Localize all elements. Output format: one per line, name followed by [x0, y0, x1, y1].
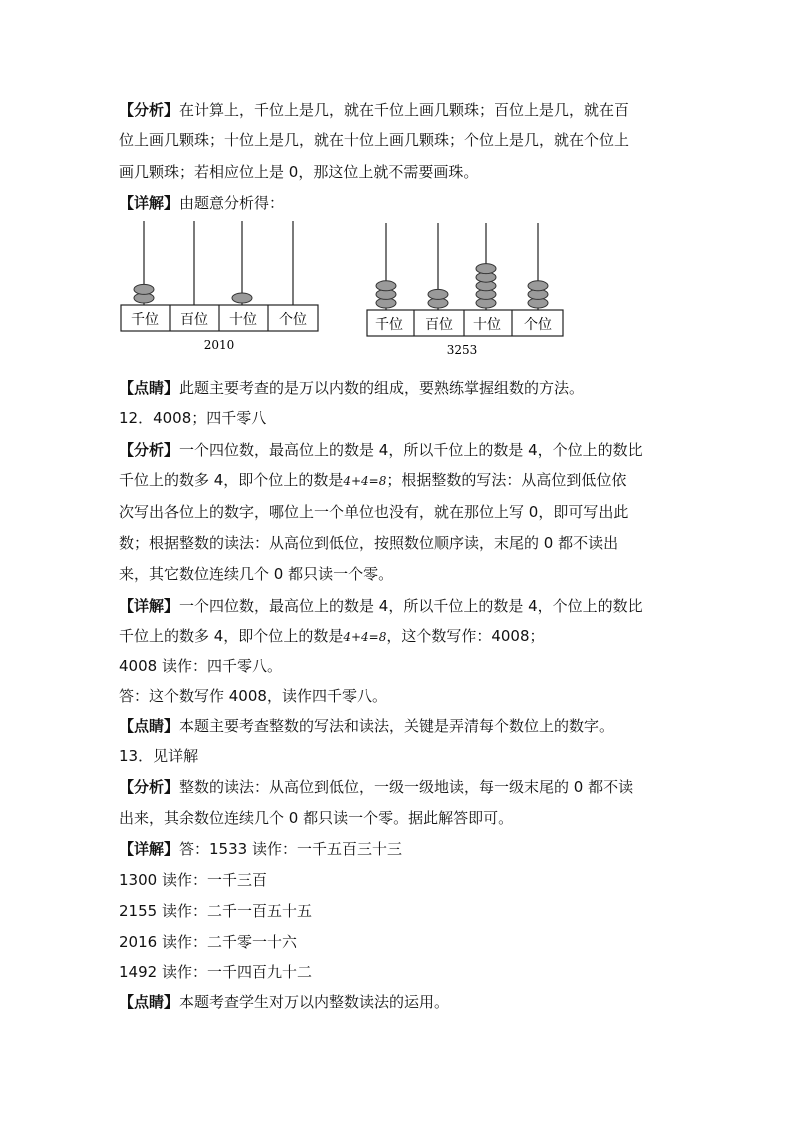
analysis-line-1: 【分析】在计算上，千位上是几，就在千位上画几颗珠；百位上是几，就在百 [119, 101, 630, 119]
abacus-2010 [118, 218, 328, 356]
point-tag: 【点睛】 [119, 993, 180, 1011]
q13-analysis-line-2: 出来，其余数位连续几个 0 都只读一个零。据此解答即可。 [119, 809, 514, 827]
rod-label-hundreds: 百位 [180, 312, 208, 328]
q12-analysis-line-1: 【分析】一个四位数，最高位上的数是 4，所以千位上的数是 4，个位上的数比 [119, 441, 643, 459]
abacus-bead [232, 293, 252, 303]
rod-label-tens: 十位 [229, 312, 257, 328]
detail-tag: 【详解】 [119, 194, 180, 212]
q12-read-line: 4008 读作：四千零八。 [119, 657, 282, 675]
analysis-tag: 【分析】 [119, 441, 180, 459]
rod-label-ones: 个位 [279, 312, 307, 328]
rod-label-ones: 个位 [524, 317, 552, 333]
q13-point-line: 【点睛】本题考查学生对万以内整数读法的运用。 [119, 993, 450, 1011]
q12-detail-line-1: 【详解】一个四位数，最高位上的数是 4，所以千位上的数是 4，个位上的数比 [119, 597, 643, 615]
q12-point-line: 【点睛】本题主要考查整数的写法和读法，关键是弄清每个数位上的数字。 [119, 717, 615, 735]
analysis-tag: 【分析】 [119, 778, 180, 796]
analysis-line-3: 画几颗珠；若相应位上是 0，那这位上就不需要画珠。 [119, 163, 479, 181]
rod-label-hundreds: 百位 [425, 317, 453, 333]
abacus-caption: 3253 [446, 343, 478, 357]
abacus-bead [134, 284, 154, 294]
abacus-3253 [364, 218, 569, 358]
equation: 4+4=8 [343, 630, 387, 644]
equation: 4+4=8 [343, 474, 387, 488]
q13-reading-3: 2016 读作：二千零一十六 [119, 933, 297, 951]
detail-line: 【详解】由题意分析得： [119, 194, 285, 212]
q12-detail-line-2: 千位上的数多 4，即个位上的数是4+4=8，这个数写作：4008； [119, 627, 545, 645]
rod-label-thousands: 千位 [375, 317, 403, 333]
q13-analysis-line-1: 【分析】整数的读法：从高位到低位，一级一级地读，每一级末尾的 0 都不读 [119, 778, 634, 796]
q13-reading-2: 2155 读作：二千一百五十五 [119, 902, 312, 920]
q12-analysis-line-2: 千位上的数多 4，即个位上的数是4+4=8；根据整数的写法：从高位到低位依 [119, 471, 627, 489]
rod-label-tens: 十位 [473, 317, 501, 333]
point-tag: 【点睛】 [119, 717, 180, 735]
q12-analysis-line-4: 数；根据整数的读法：从高位到低位，按照数位顺序读，末尾的 0 都不读出 [119, 534, 619, 552]
abacus-bead [528, 281, 548, 291]
q12-analysis-line-3: 次写出各位上的数字，哪位上一个单位也没有，就在那位上写 0，即可写出此 [119, 503, 629, 521]
abacus-caption: 2010 [203, 338, 235, 352]
abacus-bead [376, 281, 396, 291]
abacus-bead [428, 289, 448, 299]
detail-tag: 【详解】 [119, 840, 180, 858]
rod-label-thousands: 千位 [131, 312, 159, 328]
point-line: 【点睛】此题主要考查的是万以内数的组成，要熟练掌握组数的方法。 [119, 379, 585, 397]
detail-tag: 【详解】 [119, 597, 180, 615]
analysis-line-2: 位上画几颗珠；十位上是几，就在十位上画几颗珠；个位上是几，就在个位上 [119, 131, 630, 149]
abacus-bead [476, 264, 496, 274]
q12-analysis-line-5: 来，其它数位连续几个 0 都只读一个零。 [119, 565, 394, 583]
q13-detail-line: 【详解】答：1533 读作：一千五百三十三 [119, 840, 402, 858]
q13-reading-4: 1492 读作：一千四百九十二 [119, 963, 312, 981]
question-13-heading: 13．见详解 [119, 747, 199, 765]
analysis-tag: 【分析】 [119, 101, 180, 119]
question-12-heading: 12．4008；四千零八 [119, 409, 267, 427]
q13-reading-1: 1300 读作：一千三百 [119, 871, 267, 889]
point-tag: 【点睛】 [119, 379, 180, 397]
q12-answer-line: 答：这个数写作 4008，读作四千零八。 [119, 687, 387, 705]
